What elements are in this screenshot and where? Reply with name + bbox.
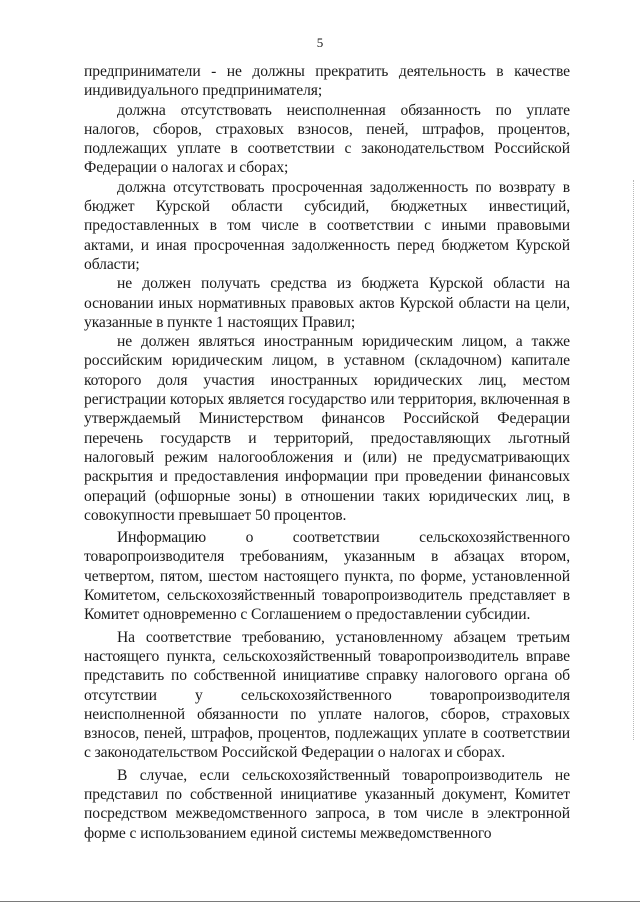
scan-margin-marks: [631, 180, 634, 740]
page-number: 5: [316, 35, 324, 50]
paragraph-8: В случае, если сельскохозяйственный товаропроизводитель не представил по собственной инициативе указанный документ, Комитет посредством межведомственного запроса, в том числе в электронной форме с использованием единой системы межведомственного: [84, 766, 570, 842]
document-body: [84, 62, 570, 843]
paragraph-6: Информацию о соответствии сельскохозяйственного товаропроизводителя требованиям, указанным в абзацах втором, четвертом, пятом, шестом настоящего пункта, по форме, установленной Комитетом, сельскохозяйственный товаропроизводитель представляет в Комитет одновременно с Соглашением о предоставлении субсидии.: [84, 529, 570, 624]
paragraph-1: предприниматели - не должны прекратить деятельность в качестве индивидуального предпринимателя;: [84, 63, 570, 100]
paragraph-5: не должен являться иностранным юридическим лицом, а также российским юридическим лицом, в уставном (складочном) капитале которого доля участия иностранных юридических лиц, местом регистрации которых является государство или территория, включенная в утверждаемый Министерством финансов Российской Федерации перечень государств и территорий, предоставляющих льготный налоговый режим налогообложения и (или) не предусматривающих раскрытия и предоставления информации при проведении финансовых операций (офшорные зоны) в отношении таких юридических лиц, в совокупности превышает 50 процентов.: [84, 333, 570, 524]
paragraph-4: не должен получать средства из бюджета Курской области на основании иных нормативных правовых актов Курской области на цели, указанные в пункте 1 настоящих Правил;: [84, 275, 570, 331]
paragraph-7: На соответствие требованию, установленному абзацем третьим настоящего пункта, сельскохозяйственный товаропроизводитель вправе представить по собственной инициативе справку налогового органа об отсутствии у сельскохозяйственного товаропроизводителя неисполненной обязанности по уплате налогов, сборов, страховых взносов, пеней, штрафов, процентов, подлежащих уплате в соответствии с законодательством Российской Федерации о налогах и сборах.: [84, 628, 570, 762]
scan-bottom-edge: [0, 901, 640, 902]
paragraph-3: должна отсутствовать просроченная задолженность по возврату в бюджет Курской области субсидий, бюджетных инвестиций, предоставленных в том числе в соответствии с иными правовыми актами, и иная просроченная задолженность перед бюджетом Курской области;: [84, 178, 570, 273]
paragraph-2: должна отсутствовать неисполненная обязанность по уплате налогов, сборов, страховых взносов, пеней, штрафов, процентов, подлежащих уплате в соответствии с законодательством Российской Федерации о налогах и сборах;: [84, 101, 570, 177]
